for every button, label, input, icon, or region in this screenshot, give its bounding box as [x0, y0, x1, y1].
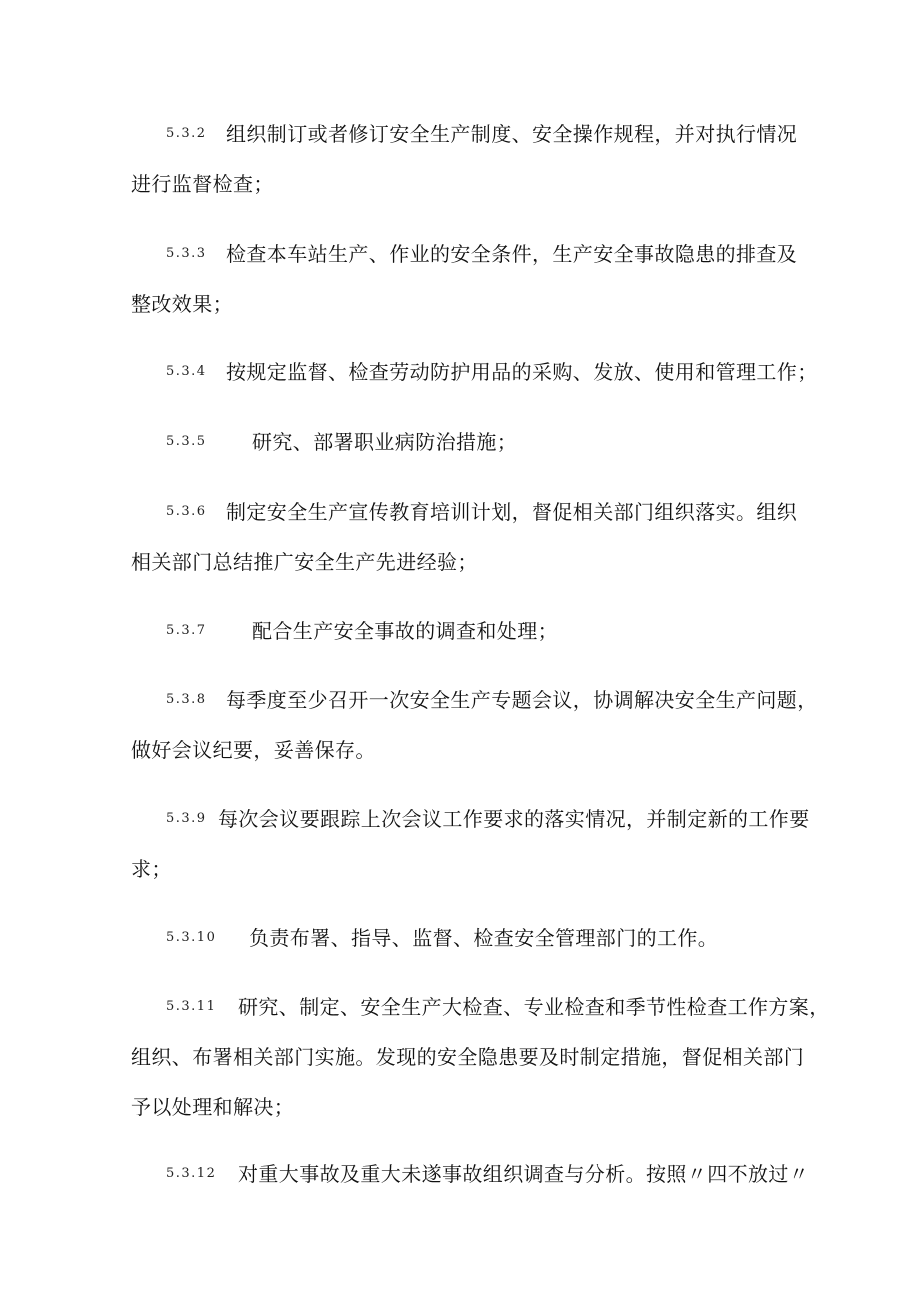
clause-text-line: 研究、制定、安全生产大检查、专业检查和季节性检查工作方案， — [238, 995, 830, 1019]
clause-text-line: 予以处理和解决； — [131, 1095, 295, 1119]
clause-text-line: 制定安全生产宣传教育培训计划，督促相关部门组织落实。组织 — [226, 500, 798, 524]
clause-text-line: 相关部门总结推广安全生产先进经验； — [131, 550, 478, 574]
clause-number: 5.3.4 — [166, 364, 207, 379]
clause-number: 5.3.10 — [166, 930, 217, 945]
clause-text-line: 组织制订或者修订安全生产制度、安全操作规程，并对执行情况 — [226, 122, 798, 146]
clause-text-line: 组织、布署相关部门实施。发现的安全隐患要及时制定措施，督促相关部门 — [131, 1045, 805, 1069]
clause-text-line: 检查本车站生产、作业的安全条件，生产安全事故隐患的排查及 — [226, 242, 798, 266]
clause-text-line: 对重大事故及重大未遂事故组织调查与分析。按照〃四不放过〃 — [238, 1162, 810, 1186]
clause-number: 5.3.3 — [166, 246, 207, 261]
clause-text-line: 负责布署、指导、监督、检查安全管理部门的工作。 — [249, 926, 719, 950]
clause-text-line: 整改效果； — [131, 292, 233, 316]
clause-text-line: 配合生产安全事故的调查和处理； — [252, 619, 558, 643]
clause-number: 5.3.12 — [166, 1166, 217, 1181]
clause-text-line: 做好会议纪要，妥善保存。 — [131, 738, 376, 762]
clause-number: 5.3.7 — [166, 623, 207, 638]
clause-text-line: 按规定监督、检查劳动防护用品的采购、发放、使用和管理工作； — [226, 360, 818, 384]
clause-text-line: 研究、部署职业病防治措施； — [252, 430, 518, 454]
clause-number: 5.3.11 — [166, 999, 217, 1014]
clause-number: 5.3.8 — [166, 692, 207, 707]
clause-text-line: 每季度至少召开一次安全生产专题会议，协调解决安全生产问题， — [226, 688, 818, 712]
clause-number: 5.3.2 — [166, 126, 207, 141]
clause-number: 5.3.5 — [166, 434, 207, 449]
clause-text-line: 进行监督检查； — [131, 172, 274, 196]
clause-number: 5.3.6 — [166, 504, 207, 519]
clause-text-line: 每次会议要跟踪上次会议工作要求的落实情况，并制定新的工作要 — [218, 807, 810, 831]
clause-text-line: 求； — [131, 857, 172, 881]
clause-number: 5.3.9 — [166, 811, 207, 826]
